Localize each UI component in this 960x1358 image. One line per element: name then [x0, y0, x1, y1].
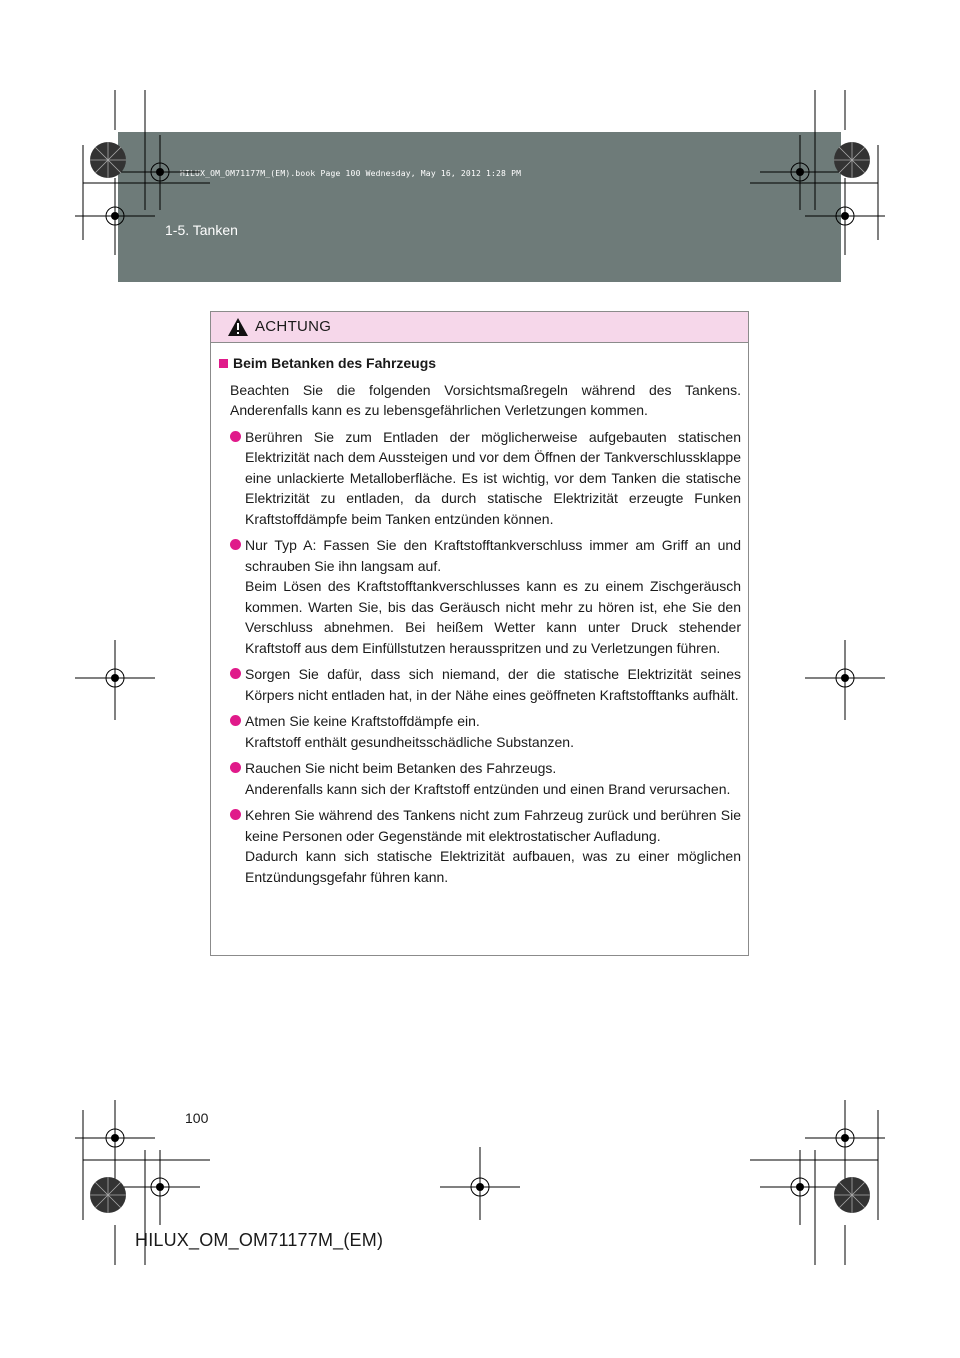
bullet-text: Rauchen Sie nicht beim Betanken des Fahrzeugs. [245, 760, 557, 776]
square-bullet-icon [219, 359, 228, 368]
subheading-text: Beim Betanken des Fahrzeugs [233, 355, 437, 371]
print-info: HILUX_OM_OM71177M_(EM).book Page 100 Wednesday, May 16, 2012 1:28 PM [180, 169, 522, 178]
round-bullet-icon [230, 539, 241, 550]
list-item [230, 664, 741, 705]
round-bullet-icon [230, 715, 241, 726]
warning-body [211, 343, 748, 887]
warning-header [211, 312, 748, 343]
warning-box [210, 311, 749, 956]
bullet-text: Anderenfalls kann sich der Kraftstoff entzünden und einen Brand verursachen. [245, 780, 731, 797]
list-item [230, 427, 741, 530]
bullet-text: Dadurch kann sich statische Elektrizität aufbauen, was zu einer möglichen Entzündungsgefahr führen kann. [245, 848, 741, 885]
list-item [230, 805, 741, 887]
bullet-text: Berühren Sie zum Entladen der möglicherweise aufgebauten statischen Elektrizität nach dem Aussteigen und vor dem Öffnen der Tankverschlussklappe eine unlackierte Metalloberfläche. Es ist wichtig, vor dem Tanken die statische Elektrizität zu entladen, da durch statische Elektrizität erzeugte Funken Kraftstoffdämpfe beim Tanken entzünden können. [245, 428, 741, 527]
round-bullet-icon [230, 809, 241, 820]
list-item [230, 535, 741, 658]
bullet-text: Sorgen Sie dafür, dass sich niemand, der die statische Elektrizität seines Körpers nicht entladen hat, in der Nähe eines geöffneten Kraftstofftanks aufhält. [245, 666, 741, 703]
list-item [230, 758, 741, 799]
round-bullet-icon [230, 668, 241, 679]
header-bar [118, 132, 841, 282]
round-bullet-icon [230, 762, 241, 773]
list-item [230, 711, 741, 752]
bullet-text: Beim Lösen des Kraftstofftankverschlusses kann es zu einem Zischgeräusch kommen. Warten Sie, bis das Geräusch nicht mehr zu hören ist, ehe Sie den Verschluss abnehmen. Bei heißem Wetter kann unter Druck stehender Kraftstoff aus dem Einfüllstutzen herausspritzen und zu Verletzungen führen. [245, 578, 741, 656]
page-number: 100 [185, 1110, 209, 1126]
document-code: HILUX_OM_OM71177M_(EM) [135, 1230, 384, 1250]
bullet-text: Atmen Sie keine Kraftstoffdämpfe ein. [245, 713, 480, 729]
bullet-text: Nur Typ A: Fassen Sie den Kraftstofftankverschluss immer am Griff an und schrauben Sie ihn langsam auf. [245, 537, 741, 574]
bullet-text: Kraftstoff enthält gesundheitsschädliche Substanzen. [245, 733, 574, 750]
section-title: 1-5. Tanken [165, 222, 238, 238]
warning-intro: Beachten Sie die folgenden Vorsichtsmaßregeln während des Tankens. Anderenfalls kann es zu lebensgefährlichen Verletzungen kommen. [230, 381, 741, 418]
warning-triangle-icon [227, 317, 249, 337]
warning-subheading [217, 353, 741, 374]
bullet-text: Kehren Sie während des Tankens nicht zum Fahrzeug zurück und berühren Sie keine Personen oder Gegenstände mit elektrostatischer Aufladung. [245, 807, 741, 844]
round-bullet-icon [230, 431, 241, 442]
warning-label: ACHTUNG [255, 318, 332, 335]
